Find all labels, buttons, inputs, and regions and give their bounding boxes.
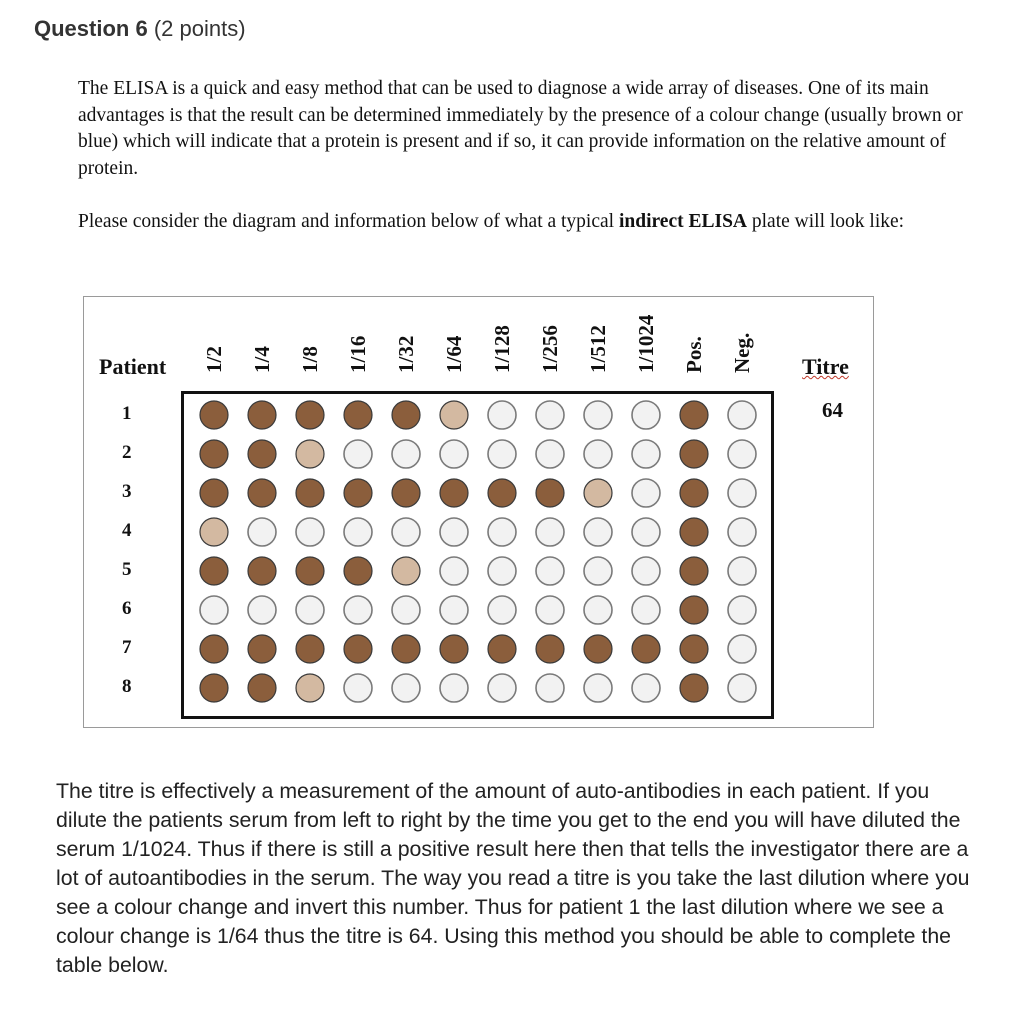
well-none [536,557,564,585]
well-none [632,557,660,585]
well-none [536,674,564,702]
well-none [632,518,660,546]
well-strong [200,635,228,663]
well-strong [200,557,228,585]
well-strong [344,401,372,429]
indirect-elisa-term: indirect ELISA [618,211,748,232]
column-label-text: 1/4 [250,346,274,373]
column-label-text: 1/512 [586,325,610,373]
well-none [344,518,372,546]
column-label-text: 1/32 [394,335,418,373]
well-none [584,557,612,585]
well-none [200,596,228,624]
well-strong [680,401,708,429]
well-weak [392,557,420,585]
well-none [440,440,468,468]
well-strong [392,635,420,663]
consider-text-start: Please consider the diagram and information below of what a typical [78,211,619,232]
well-none [728,596,756,624]
well-none [632,674,660,702]
well-strong [296,635,324,663]
well-none [728,635,756,663]
well-none [440,557,468,585]
titre-explanation: The titre is effectively a measurement of the amount of auto-antibodies in each patient. If you dilute the patients serum from left to right by the time you get to the end you will have diluted the serum 1/1024. Thus if there is still a positive result here then that tells the investigator there are a lot of autoantibodies in the serum. The way you read a titre is you take the last dilution where you see a colour change and invert this number. Thus for patient 1 the last dilution where we see a colour change is 1/64 thus the titre is 64. Using this method you should be able to complete the table below. [56,779,970,977]
intro-paragraph: The ELISA is a quick and easy method that can be used to diagnose a wide array of diseases. One of its main advantages is that the result can be determined immediately by the presence of a colour change (usually brown or blue) which will indicate that a protein is present and if so, it can provide information on the relative amount of protein. [78,78,963,179]
well-strong [344,557,372,585]
well-strong [680,440,708,468]
well-none [536,596,564,624]
well-strong [680,557,708,585]
well-none [536,440,564,468]
titre-header: Titre [802,354,849,379]
well-none [584,401,612,429]
well-none [440,596,468,624]
well-none [296,518,324,546]
well-strong [248,557,276,585]
column-label-text: 1/256 [538,325,562,373]
well-none [632,596,660,624]
well-strong [584,635,612,663]
patient-header: Patient [99,354,167,379]
well-none [344,440,372,468]
well-weak [440,401,468,429]
well-strong [680,596,708,624]
well-weak [296,674,324,702]
well-none [536,518,564,546]
well-none [440,674,468,702]
column-label-text: 1/1024 [634,314,658,373]
well-strong [200,401,228,429]
plate-wells [84,297,875,729]
well-none [584,518,612,546]
well-none [584,440,612,468]
patient-number: 5 [122,559,132,580]
well-strong [248,440,276,468]
patient-number: 3 [122,481,132,502]
question-number: Question 6 [34,16,148,41]
column-label-text: 1/8 [298,346,322,373]
well-strong [200,479,228,507]
well-none [728,557,756,585]
well-none [728,479,756,507]
well-none [536,401,564,429]
well-none [728,440,756,468]
well-none [392,674,420,702]
well-none [728,674,756,702]
consider-text-end: plate will look like: [747,211,905,232]
well-weak [296,440,324,468]
well-none [344,674,372,702]
well-none [728,401,756,429]
consider-paragraph [78,208,968,235]
well-none [488,674,516,702]
well-strong [296,479,324,507]
patient-number: 8 [122,676,132,697]
well-none [392,596,420,624]
well-strong [248,401,276,429]
well-none [296,596,324,624]
well-strong [248,479,276,507]
column-label-text: 1/2 [202,346,226,373]
patient-number: 2 [122,442,132,463]
well-strong [488,635,516,663]
well-none [584,674,612,702]
patient-number: 6 [122,598,132,619]
well-none [488,518,516,546]
well-strong [680,635,708,663]
well-none [392,440,420,468]
column-label-text: Pos. [682,336,706,373]
well-none [248,518,276,546]
well-none [632,479,660,507]
well-strong [392,479,420,507]
patient-number: 7 [122,637,132,658]
well-strong [344,479,372,507]
well-strong [200,440,228,468]
column-label-text: Neg. [730,332,754,373]
well-strong [440,479,468,507]
well-none [488,440,516,468]
column-label-text: 1/16 [346,335,370,373]
well-strong [296,401,324,429]
elisa-plate-figure [83,296,874,728]
patient-number: 1 [122,403,132,424]
well-strong [632,635,660,663]
well-strong [440,635,468,663]
column-label-text: 1/64 [442,335,466,373]
well-none [344,596,372,624]
well-none [488,596,516,624]
well-none [392,518,420,546]
well-none [584,596,612,624]
question-header [34,16,246,42]
well-strong [680,479,708,507]
well-weak [584,479,612,507]
well-strong [248,635,276,663]
patient-number: 4 [122,520,132,541]
question-points: (2 points) [153,16,246,41]
titre-value-patient-1: 64 [822,398,843,422]
well-strong [344,635,372,663]
well-strong [536,479,564,507]
well-strong [680,518,708,546]
well-weak [200,518,228,546]
well-none [440,518,468,546]
well-none [248,596,276,624]
well-strong [248,674,276,702]
well-none [728,518,756,546]
well-strong [536,635,564,663]
well-strong [200,674,228,702]
well-none [488,557,516,585]
well-strong [680,674,708,702]
column-label-text: 1/128 [490,325,514,373]
well-strong [296,557,324,585]
well-strong [392,401,420,429]
well-none [488,401,516,429]
well-none [632,440,660,468]
well-strong [488,479,516,507]
well-none [632,401,660,429]
